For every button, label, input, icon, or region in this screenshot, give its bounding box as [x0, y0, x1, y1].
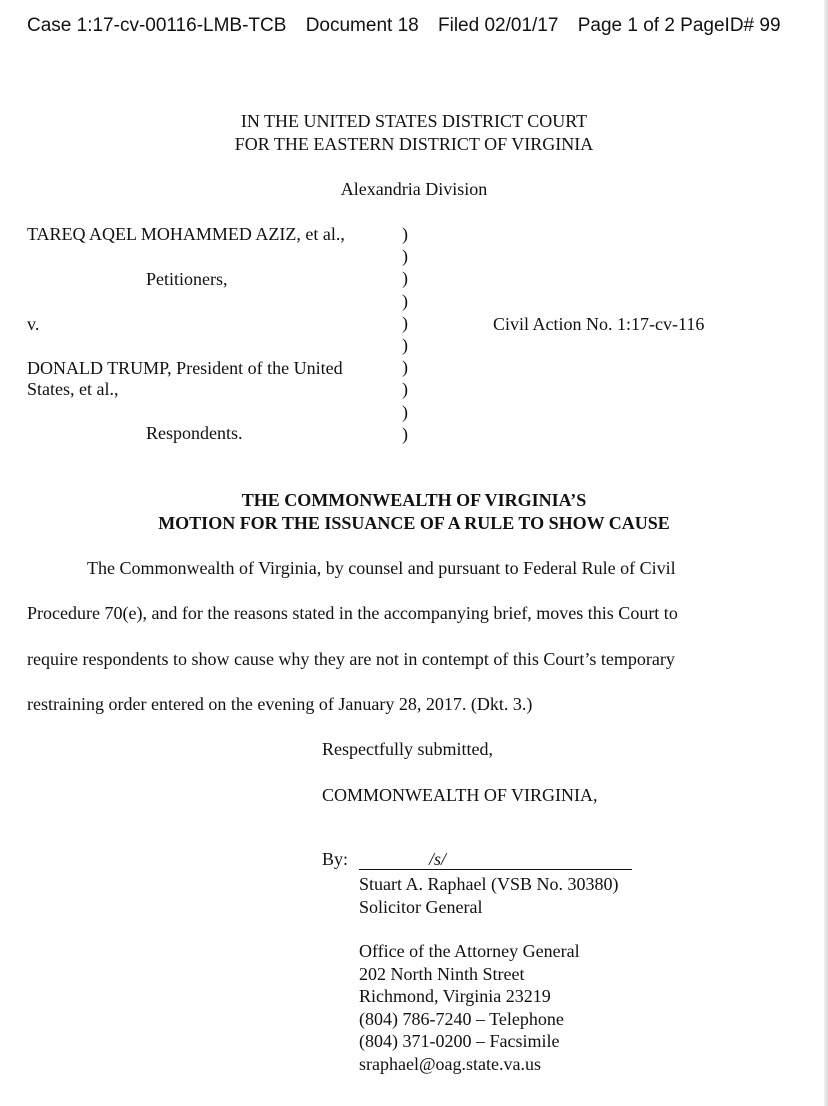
caption-paren: ) — [402, 401, 408, 422]
petitioner-role: Petitioners, — [146, 269, 228, 289]
signature-line — [359, 869, 632, 870]
case-number: Case 1:17-cv-00116-LMB-TCB — [27, 15, 287, 36]
filing-header-stamp — [27, 15, 781, 37]
court-line-1: IN THE UNITED STATES DISTRICT COURT — [240, 111, 588, 131]
petitioner-name: TAREQ AQEL MOHAMMED AZIZ, et al., — [27, 224, 345, 244]
telephone-number: (804) 786-7240 – Telephone — [359, 1008, 564, 1029]
office-name: Office of the Attorney General — [359, 941, 580, 961]
court-division: Alexandria Division — [340, 179, 488, 199]
office-address — [359, 940, 580, 1076]
fax-number: (804) 371-0200 – Facsimile — [359, 1031, 560, 1052]
civil-action-number: Civil Action No. 1:17-cv-116 — [493, 314, 705, 334]
signer-title: Solicitor General — [359, 896, 483, 917]
respondent-name-line-2: States, et al., — [27, 379, 119, 399]
body-line-3: require respondents to show cause why they are not in contempt of this Court’s temporary — [27, 649, 675, 669]
caption-paren: ) — [402, 268, 408, 289]
caption-paren: ) — [402, 224, 408, 244]
caption-paren: ) — [402, 357, 408, 378]
body-line-2: Procedure 70(e), and for the reasons stated in the accompanying brief, moves this Court to — [27, 603, 678, 623]
court-heading — [0, 110, 828, 156]
caption-divider — [402, 223, 408, 445]
signer-name: Stuart A. Raphael (VSB No. 30380) — [359, 874, 619, 894]
respondent-name-line-1: DONALD TRUMP, President of the United — [27, 358, 343, 378]
caption-paren: ) — [402, 379, 408, 400]
body-line-4: restraining order entered on the evening of January 28, 2017. (Dkt. 3.) — [27, 694, 533, 714]
title-line-1: THE COMMONWEALTH OF VIRGINIA’S — [241, 490, 587, 510]
respondent-role: Respondents. — [146, 423, 243, 443]
caption-paren: ) — [402, 312, 408, 333]
document-number: Document 18 — [305, 15, 419, 36]
caption-paren: ) — [402, 334, 408, 355]
city-state-zip: Richmond, Virginia 23219 — [359, 986, 551, 1007]
email-address: sraphael@oag.state.va.us — [359, 1053, 542, 1074]
document-title — [0, 489, 828, 535]
by-label: By: — [322, 849, 349, 869]
filed-date: Filed 02/01/17 — [438, 15, 559, 36]
street-address: 202 North Ninth Street — [359, 963, 525, 984]
versus-label: v. — [27, 314, 40, 334]
electronic-signature: /s/ — [429, 849, 447, 869]
closing-text: Respectfully submitted, — [322, 739, 493, 759]
caption-paren: ) — [402, 290, 408, 311]
page-info: Page 1 of 2 PageID# 99 — [577, 15, 781, 36]
caption-paren: ) — [402, 423, 408, 444]
body-line-1: The Commonwealth of Virginia, by counsel and pursuant to Federal Rule of Civil — [87, 558, 676, 578]
court-line-2: FOR THE EASTERN DISTRICT OF VIRGINIA — [234, 134, 594, 154]
title-line-2: MOTION FOR THE ISSUANCE OF A RULE TO SHOW CAUSE — [158, 513, 670, 533]
page-edge — [824, 0, 828, 1106]
caption-paren: ) — [402, 246, 408, 267]
party-name: COMMONWEALTH OF VIRGINIA, — [322, 785, 598, 805]
signer-block — [359, 873, 618, 918]
